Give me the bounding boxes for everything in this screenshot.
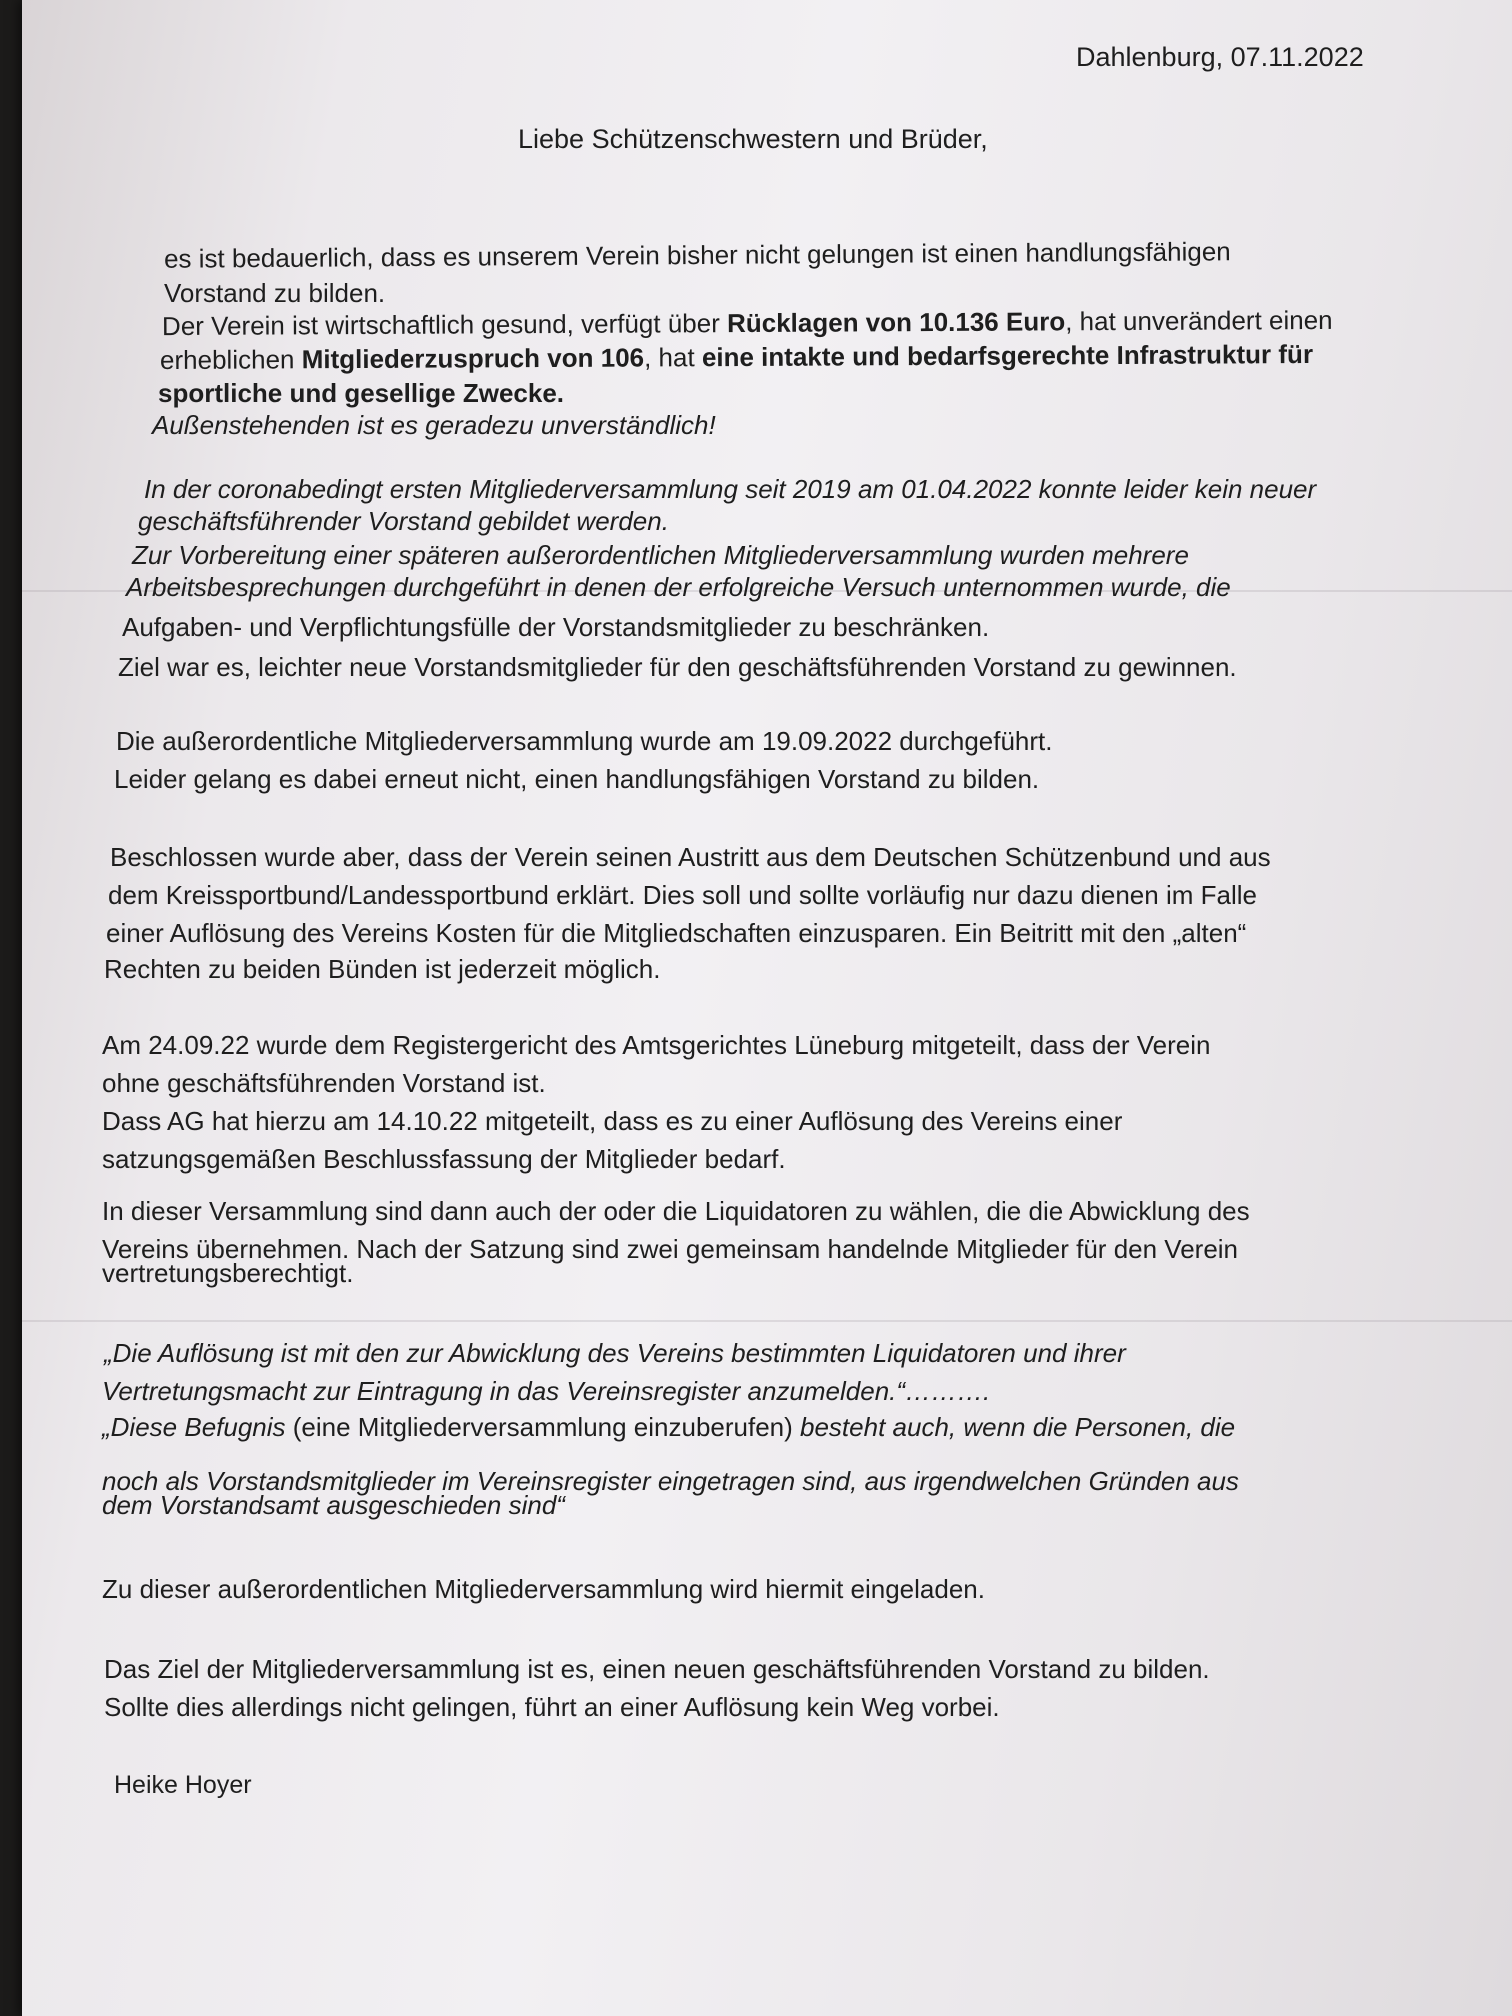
p1-line: Außenstehenden ist es geradezu unverständlich! bbox=[152, 410, 716, 440]
p5-line: ohne geschäftsführenden Vorstand ist. bbox=[102, 1068, 546, 1098]
p4-line: Beschlossen wurde aber, dass der Verein seinen Austritt aus dem Deutschen Schützenbund und aus bbox=[110, 842, 1271, 872]
p1-line: sportliche und gesellige Zwecke. bbox=[158, 378, 565, 408]
p5-line: vertretungsberechtigt. bbox=[102, 1258, 354, 1288]
p3-line: Die außerordentliche Mitgliederversammlung wurde am 19.09.2022 durchgeführt. bbox=[116, 726, 1053, 756]
p1-bold-reserves: Rücklagen von 10.136 Euro bbox=[726, 306, 1066, 339]
p5-line: Dass AG hat hierzu am 14.10.22 mitgeteilt, dass es zu einer Auflösung des Vereins einer bbox=[102, 1106, 1123, 1136]
p5-line: Am 24.09.22 wurde dem Registergericht des Amtsgerichtes Lüneburg mitgeteilt, dass der Verein bbox=[102, 1030, 1211, 1060]
quote-line: Vertretungsmacht zur Eintragung in das Vereinsregister anzumelden.“………. bbox=[102, 1376, 991, 1406]
quote-line: dem Vorstandsamt ausgeschieden sind“ bbox=[102, 1490, 565, 1520]
p1-line: Vorstand zu bilden. bbox=[164, 278, 386, 308]
letter-date: Dahlenburg, 07.11.2022 bbox=[1076, 42, 1364, 72]
quote-line: „Die Auflösung ist mit den zur Abwicklung des Vereins bestimmten Liquidatoren und ihrer bbox=[104, 1338, 1126, 1368]
paper-fold bbox=[22, 1320, 1512, 1322]
p3-line: Leider gelang es dabei erneut nicht, einen handlungsfähigen Vorstand zu bilden. bbox=[114, 764, 1040, 794]
quote-text: besteht auch, wenn die Personen, die bbox=[800, 1412, 1236, 1442]
p4-line: Rechten zu beiden Bünden ist jederzeit möglich. bbox=[104, 954, 661, 984]
p2-line: In der coronabedingt ersten Mitgliederversammlung seit 2019 am 01.04.2022 konnte leider kein neuer bbox=[144, 474, 1317, 504]
p5-line: In dieser Versammlung sind dann auch der oder die Liquidatoren zu wählen, die die Abwicklung des bbox=[102, 1196, 1250, 1226]
p8-line: Das Ziel der Mitgliederversammlung ist es, einen neuen geschäftsführenden Vorstand zu bilden. bbox=[104, 1654, 1210, 1684]
p1-text: Der Verein ist wirtschaftlich gesund, verfügt über bbox=[161, 308, 728, 342]
quote-line bbox=[102, 1412, 1235, 1442]
p1-bold-infrastructure: eine intakte und bedarfsgerechte Infrastruktur für bbox=[701, 338, 1314, 373]
p4-line: einer Auflösung des Vereins Kosten für die Mitgliedschaften einzusparen. Ein Beitritt mit den „alten“ bbox=[106, 918, 1247, 948]
p2-line: Zur Vorbereitung einer späteren außerordentlichen Mitgliederversammlung wurden mehrere bbox=[132, 540, 1189, 570]
quote-text: „Diese Befugnis bbox=[102, 1412, 286, 1442]
p4-line: dem Kreissportbund/Landessportbund erklärt. Dies soll und sollte vorläufig nur dazu dienen im Falle bbox=[108, 880, 1257, 910]
quote-line: noch als Vorstandsmitglieder im Vereinsregister eingetragen sind, aus irgendwelchen Gründen aus bbox=[102, 1466, 1239, 1496]
p1-bold-members: Mitgliederzuspruch von 106 bbox=[301, 342, 645, 375]
p5-line: Vereins übernehmen. Nach der Satzung sind zwei gemeinsam handelnde Mitglieder für den Verein bbox=[102, 1234, 1239, 1264]
signature: Heike Hoyer bbox=[114, 1771, 252, 1799]
p2-line: Ziel war es, leichter neue Vorstandsmitglieder für den geschäftsführenden Vorstand zu gewinnen. bbox=[118, 652, 1237, 682]
letter-paper bbox=[22, 0, 1512, 2016]
p8-line: Sollte dies allerdings nicht gelingen, führt an einer Auflösung kein Weg vorbei. bbox=[104, 1692, 1000, 1722]
p1-text: erheblichen bbox=[159, 344, 302, 376]
p2-line: geschäftsführender Vorstand gebildet werden. bbox=[138, 506, 669, 536]
p1-line bbox=[160, 339, 1313, 375]
p1-line bbox=[162, 305, 1333, 341]
p2-line: Aufgaben- und Verpflichtungsfülle der Vorstandsmitglieder zu beschränken. bbox=[122, 612, 990, 642]
p5-line: satzungsgemäßen Beschlussfassung der Mitglieder bedarf. bbox=[102, 1144, 786, 1174]
p1-text: , hat bbox=[643, 342, 702, 373]
p1-text: , hat unverändert einen bbox=[1065, 304, 1333, 337]
p2-line: Arbeitsbesprechungen durchgeführt in denen der erfolgreiche Versuch unternommen wurde, die bbox=[126, 572, 1231, 602]
quote-text: (eine Mitgliederversammlung einzuberufen) bbox=[285, 1412, 801, 1442]
salutation: Liebe Schützenschwestern und Brüder, bbox=[518, 124, 988, 154]
invitation-line: Zu dieser außerordentlichen Mitgliederversammlung wird hiermit eingeladen. bbox=[102, 1574, 985, 1604]
p1-line: es ist bedauerlich, dass es unserem Verein bisher nicht gelungen ist einen handlungsfähigen bbox=[163, 236, 1231, 274]
